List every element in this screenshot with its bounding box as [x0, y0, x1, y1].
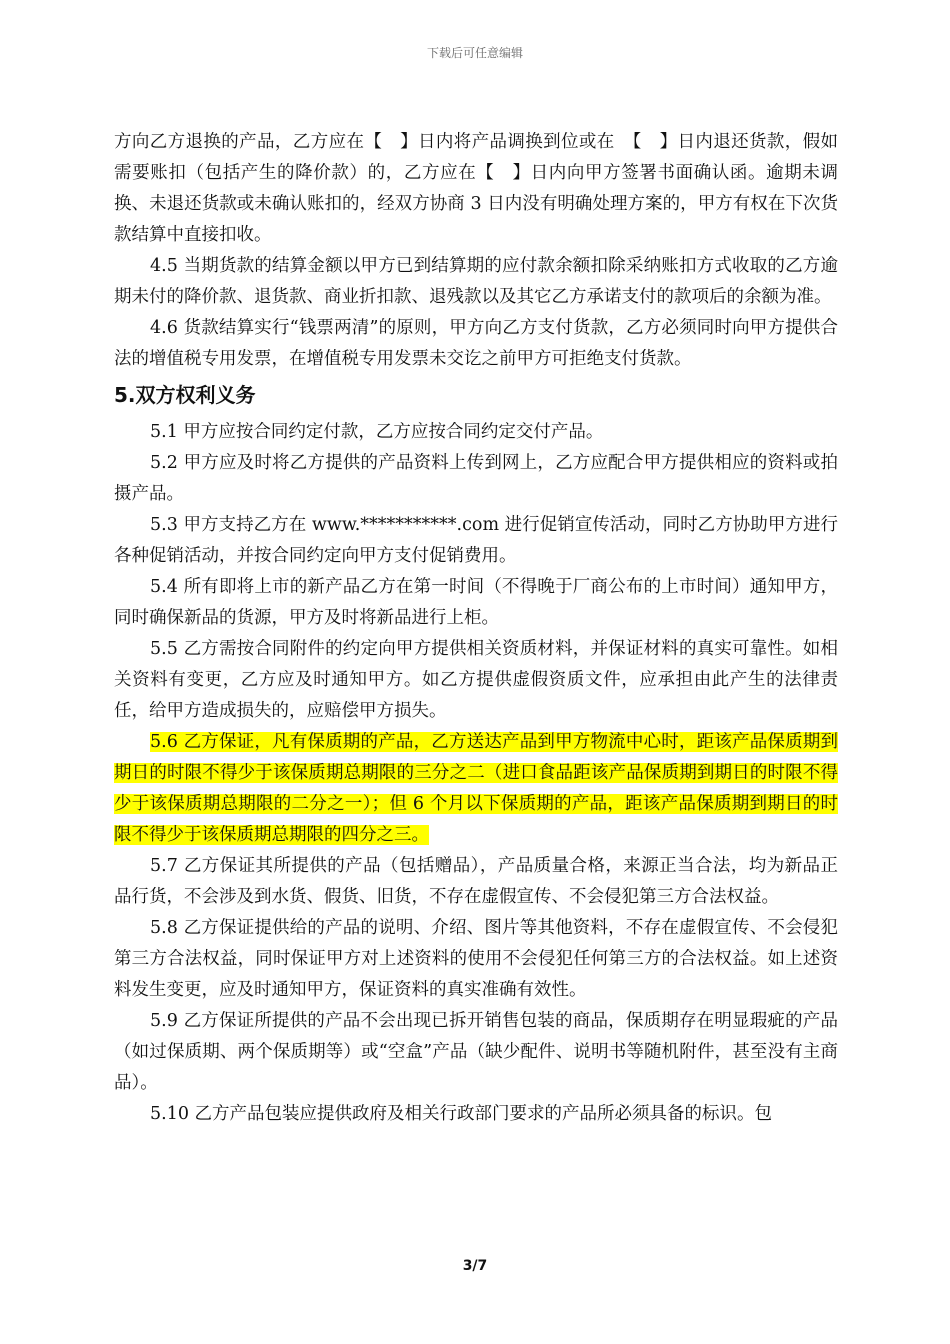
clause-5-8: 5.8 乙方保证提供给的产品的说明、介绍、图片等其他资料，不存在虚假宣传、不会侵犯第三方合法权益，同时保证甲方对上述资料的使用不会侵犯任何第三方的合法权益。如上述资料发生变更，应及时通知甲方，保证资料的真实准确有效性。 [114, 918, 838, 1000]
paragraph-continuation: 方向乙方退换的产品，乙方应在【 】日内将产品调换到位或在 【 】日内退还货款，假如需要账扣（包括产生的降价款）的，乙方应在【 】日内向甲方签署书面确认函。逾期未调换、未退还货款或未确认账扣的，经双方协商 3 日内没有明确处理方案的，甲方有权在下次货款结算中直接扣收。 [114, 132, 838, 245]
clause-5-2: 5.2 甲方应及时将乙方提供的产品资料上传到网上，乙方应配合甲方提供相应的资料或拍摄产品。 [114, 453, 838, 504]
highlighted-text: 5.6 乙方保证，凡有保质期的产品，乙方送达产品到甲方物流中心时，距该产品保质期到期日的时限不得少于该保质期总期限的三分之二（进口食品距该产品保质期到期日的时限不得少于该保质期总期限的二分之一）；但 6 个月以下保质期的产品，距该产品保质期到期日的时限不得少于该保质期总期限的四分之三。 [114, 732, 838, 845]
section-5-heading: 5.双方权利义务 [114, 383, 256, 407]
clause-4-5: 4.5 当期货款的结算金额以甲方已到结算期的应付款余额扣除采纳账扣方式收取的乙方逾期未付的降价款、退货款、商业折扣款、退残款以及其它乙方承诺支付的款项后的余额为准。 [114, 256, 838, 307]
page-number: 3/7 [462, 1258, 488, 1274]
clause-5-5: 5.5 乙方需按合同附件的约定向甲方提供相关资质材料，并保证材料的真实可靠性。如相关资料有变更，乙方应及时通知甲方。如乙方提供虚假资质文件，应承担由此产生的法律责任，给甲方造成损失的，应赔偿甲方损失。 [114, 639, 838, 721]
clause-5-3: 5.3 甲方支持乙方在 www.***********.com 进行促销宣传活动，同时乙方协助甲方进行各种促销活动，并按合同约定向甲方支付促销费用。 [114, 515, 838, 566]
clause-4-6: 4.6 货款结算实行“钱票两清”的原则，甲方向乙方支付货款，乙方必须同时向甲方提供合法的增值税专用发票，在增值税专用发票未交讫之前甲方可拒绝支付货款。 [114, 318, 838, 369]
clause-5-10: 5.10 乙方产品包装应提供政府及相关行政部门要求的产品所必须具备的标识。包 [150, 1104, 773, 1124]
clause-5-6-highlighted [114, 727, 838, 851]
clause-5-9: 5.9 乙方保证所提供的产品不会出现已拆开销售包装的商品，保质期存在明显瑕疵的产品（如过保质期、两个保质期等）或“空盒”产品（缺少配件、说明书等随机附件，甚至没有主商品）。 [114, 1011, 838, 1093]
clause-5-7: 5.7 乙方保证其所提供的产品（包括赠品），产品质量合格，来源正当合法，均为新品正品行货，不会涉及到水货、假货、旧货，不存在虚假宣传、不会侵犯第三方合法权益。 [114, 856, 838, 907]
clause-5-1: 5.1 甲方应按合同约定付款，乙方应按合同约定交付产品。 [150, 422, 604, 442]
page-header: 下载后可任意编辑 [426, 46, 523, 60]
document-body [114, 127, 838, 1130]
clause-5-4: 5.4 所有即将上市的新产品乙方在第一时间（不得晚于厂商公布的上市时间）通知甲方，同时确保新品的货源，甲方及时将新品进行上柜。 [114, 577, 838, 628]
